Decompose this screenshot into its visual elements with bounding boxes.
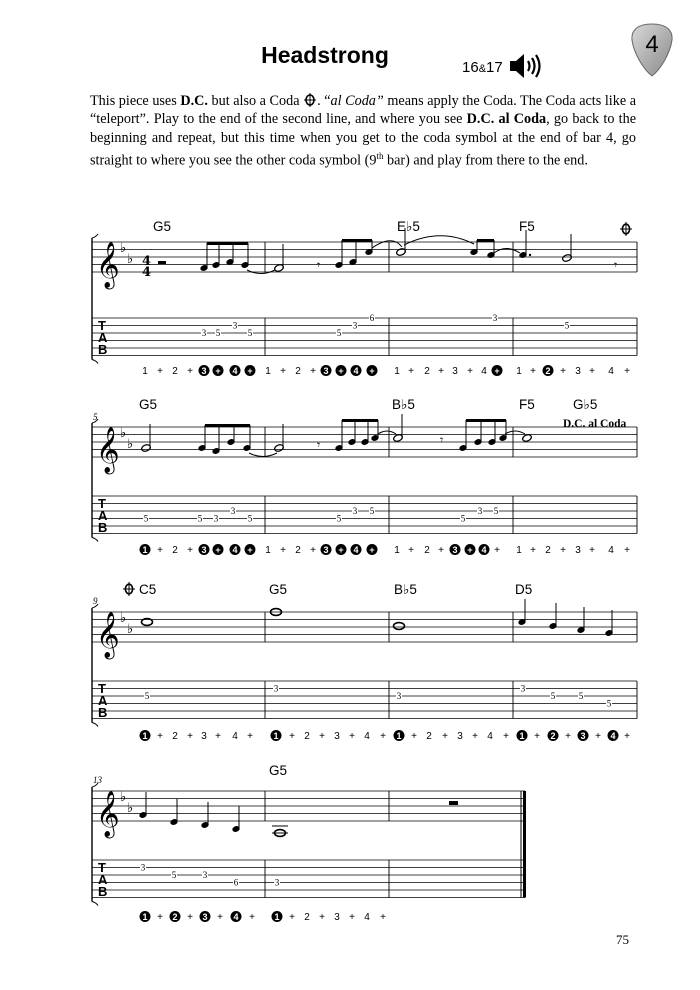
tab-number: 3 <box>492 313 498 323</box>
chord-label: F5 <box>519 219 535 234</box>
tab-number: 6 <box>233 877 239 888</box>
bar-number: 13 <box>93 775 102 785</box>
flat-icon: ♭ <box>120 241 127 256</box>
bar-number: 5 <box>93 412 98 422</box>
bar-number: 9 <box>93 596 98 606</box>
rest <box>158 261 166 264</box>
rest: 𝄾 <box>317 258 321 272</box>
track-b: 17 <box>486 59 503 76</box>
count-label: + <box>280 366 286 377</box>
treble-clef-icon: 𝄞 <box>96 612 120 658</box>
count-label: + <box>157 366 163 377</box>
count-label: + <box>624 366 630 377</box>
intro-dc-al-coda: D.C. al Coda <box>466 111 547 128</box>
flat-icon: ♭ <box>120 426 127 441</box>
chord-label: B♭5 <box>394 582 417 597</box>
count-label: 1 <box>142 731 148 741</box>
note-group <box>142 599 614 637</box>
count-label: + <box>187 912 193 923</box>
chord-label: B♭5 <box>392 397 415 412</box>
count-label: + <box>349 912 355 923</box>
count-label: 2 <box>172 731 178 742</box>
count-label: + <box>494 545 500 556</box>
count-label: 4 <box>608 545 614 556</box>
chord-label: D5 <box>515 582 533 597</box>
count-label: + <box>215 545 221 555</box>
count-label: 3 <box>575 545 581 556</box>
count-label: 1 <box>142 366 148 377</box>
tab-clef: T <box>98 681 106 696</box>
count-label: 1 <box>519 731 525 741</box>
count-label: + <box>624 545 630 556</box>
count-label: 1 <box>516 545 522 556</box>
count-label: + <box>408 545 414 556</box>
tab-number: 3 <box>396 691 402 701</box>
count-label: 1 <box>394 366 400 377</box>
track-a: 16 <box>462 59 479 76</box>
intro-text-3: . “ <box>317 93 331 109</box>
count-label: + <box>249 912 255 923</box>
count-label: + <box>157 731 163 742</box>
count-label: 2 <box>426 731 432 742</box>
dc-al-coda-direction: D.C. al Coda <box>563 418 627 430</box>
count-label: + <box>595 731 601 742</box>
chord-label: G5 <box>269 763 288 778</box>
pick-number: 4 <box>645 31 659 58</box>
count-label: 2 <box>304 912 310 923</box>
tab-number: 3 <box>352 506 358 516</box>
count-label: + <box>369 545 375 555</box>
tab-number: 5 <box>247 328 253 338</box>
count-label: + <box>438 366 444 377</box>
count-label: 3 <box>452 366 458 377</box>
page-number: 75 <box>616 932 629 947</box>
tab-clef: B <box>98 705 108 720</box>
treble-clef-icon: 𝄞 <box>96 242 120 288</box>
count-label: + <box>349 731 355 742</box>
count-label: + <box>565 731 571 742</box>
count-label: + <box>494 366 500 376</box>
count-label: 2 <box>304 731 310 742</box>
count-label: 2 <box>295 366 301 377</box>
tab-number: 3 <box>213 513 219 524</box>
count-label: 4 <box>364 912 370 923</box>
rest: 𝄾 <box>440 433 444 447</box>
count-label: 4 <box>487 731 493 742</box>
count-label: 1 <box>394 545 400 556</box>
flat-icon: ♭ <box>127 622 134 637</box>
flat-icon: ♭ <box>127 801 134 816</box>
intro-text-4: means apply the Coda. The Coda acts like a “teleport”. Play to the end of the second line, and where you see <box>90 93 637 128</box>
count-label: + <box>560 545 566 556</box>
count-label: + <box>247 545 253 555</box>
count-label: + <box>310 366 316 377</box>
tab-number: 3 <box>477 506 483 516</box>
tab-number: 3 <box>201 328 207 338</box>
tab-number: 5 <box>460 513 466 524</box>
count-label: + <box>624 731 630 742</box>
intro-al-coda: al Coda” <box>330 93 384 109</box>
count-label: + <box>530 366 536 377</box>
intro-text-6: bar) and play from there to the end. <box>383 152 588 169</box>
count-label: + <box>408 366 414 377</box>
count-label: + <box>289 731 295 742</box>
count-label: 3 <box>202 912 208 922</box>
coda-icon <box>123 582 135 596</box>
count-label: + <box>319 731 325 742</box>
treble-clef-icon: 𝄞 <box>96 791 120 837</box>
tab-number: 5 <box>606 698 612 709</box>
count-label: 4 <box>364 731 370 742</box>
count-label: 3 <box>457 731 463 742</box>
tab-clef: T <box>98 860 106 875</box>
rest: 𝄾 <box>317 438 321 452</box>
tab-number: 3 <box>230 506 236 516</box>
count-label: + <box>338 545 344 555</box>
tab-number: 5 <box>171 870 177 880</box>
count-label: 4 <box>232 545 238 555</box>
intro-text-1: This piece uses <box>90 93 181 109</box>
count-label: 4 <box>481 545 487 555</box>
tab-clef: B <box>98 342 108 357</box>
count-label: 3 <box>201 366 207 376</box>
tab-number: 6 <box>369 313 375 323</box>
count-label: + <box>217 912 223 923</box>
count-label: + <box>503 731 509 742</box>
count-label: 1 <box>142 545 148 555</box>
count-label: 4 <box>481 366 487 377</box>
count-label: 4 <box>233 912 239 922</box>
count-label: 3 <box>452 545 458 555</box>
count-label: + <box>369 366 375 376</box>
count-label: 3 <box>575 366 581 377</box>
count-label: 1 <box>265 366 271 377</box>
tab-clef: A <box>98 330 108 345</box>
tab-clef: T <box>98 496 106 511</box>
count-label: + <box>319 912 325 923</box>
chord-label: F5 <box>519 397 535 412</box>
count-label: 4 <box>232 366 238 376</box>
count-label: + <box>247 731 253 742</box>
count-label: + <box>280 545 286 556</box>
count-label: + <box>310 545 316 556</box>
tab-number: 5 <box>493 506 499 516</box>
count-label: + <box>187 366 193 377</box>
count-label: 1 <box>142 912 148 922</box>
final-barline <box>523 791 526 898</box>
tab-number: 5 <box>564 320 570 331</box>
count-label: + <box>215 731 221 742</box>
intro-dc: D.C. <box>180 93 208 109</box>
count-label: 3 <box>323 366 329 376</box>
intro-th: th <box>376 150 384 161</box>
flat-icon: ♭ <box>120 790 127 805</box>
tab-number: 5 <box>197 513 203 524</box>
count-label: 2 <box>172 545 178 556</box>
count-label: 4 <box>232 731 238 742</box>
flat-icon: ♭ <box>127 252 134 267</box>
treble-clef-icon: 𝄞 <box>96 427 120 473</box>
count-label: + <box>187 545 193 556</box>
count-label: + <box>589 366 595 377</box>
chord-label: G♭5 <box>573 397 598 412</box>
tab-number: 3 <box>520 683 526 694</box>
chord-label: G5 <box>139 397 158 412</box>
count-label: 2 <box>295 545 301 556</box>
chord-label: G5 <box>153 219 172 234</box>
count-label: + <box>187 731 193 742</box>
intro-text-5: , go back to the beginning and repeat, but this time when you get to the coda symbol at the end of bar 4, go straight to where you see the other coda symbol (9 <box>90 111 636 169</box>
tab-number: 3 <box>273 683 279 694</box>
count-label: + <box>467 366 473 377</box>
count-label: + <box>380 912 386 923</box>
page-title: Headstrong <box>261 42 389 68</box>
note-group <box>141 414 533 457</box>
count-label: 4 <box>608 366 614 377</box>
time-signature-top: 4 <box>142 254 152 269</box>
rest: 𝄾 <box>614 258 618 272</box>
count-label: 1 <box>516 366 522 377</box>
time-signature-bottom: 4 <box>142 265 152 280</box>
count-label: 4 <box>353 366 359 376</box>
count-label: 1 <box>273 731 279 741</box>
count-label: + <box>247 366 253 376</box>
tab-number: 5 <box>144 691 150 701</box>
track-amp: & <box>478 63 487 75</box>
chord-label: E♭5 <box>397 219 420 234</box>
count-label: 1 <box>274 912 280 922</box>
tab-number: 5 <box>336 328 342 338</box>
chord-label: G5 <box>269 582 288 597</box>
count-label: 4 <box>353 545 359 555</box>
count-label: 2 <box>545 545 551 556</box>
count-label: + <box>467 545 473 555</box>
intro-text-2: but also a Coda <box>207 93 304 109</box>
system-3 <box>93 582 614 637</box>
tab-number: 5 <box>336 513 342 524</box>
tab-number: 3 <box>352 320 358 331</box>
count-label: + <box>157 912 163 923</box>
count-label: 2 <box>550 731 556 741</box>
tab-clef: A <box>98 872 108 887</box>
tab-clef: B <box>98 884 108 899</box>
flat-icon: ♭ <box>120 611 127 626</box>
count-label: 3 <box>201 545 207 555</box>
count-label: + <box>534 731 540 742</box>
tab-number: 3 <box>232 320 238 331</box>
rest <box>449 801 458 805</box>
count-label: + <box>589 545 595 556</box>
flat-icon: ♭ <box>127 437 134 452</box>
count-label: 2 <box>172 912 178 922</box>
system-4 <box>93 763 458 836</box>
note-group <box>199 228 617 274</box>
count-label: 1 <box>265 545 271 556</box>
tab-clef: B <box>98 520 108 535</box>
count-label: 2 <box>172 366 178 377</box>
count-label: + <box>157 545 163 556</box>
tab-clef: A <box>98 508 108 523</box>
count-label: 4 <box>610 731 616 741</box>
count-label: 3 <box>323 545 329 555</box>
count-label: 1 <box>396 731 402 741</box>
count-label: 3 <box>334 912 340 923</box>
tab-number: 3 <box>140 862 146 873</box>
chord-label: C5 <box>139 582 157 597</box>
tab-clef: A <box>98 693 108 708</box>
tab-number: 5 <box>247 513 253 524</box>
count-label: 3 <box>334 731 340 742</box>
coda-icon <box>620 222 632 236</box>
tab-number: 3 <box>274 877 280 888</box>
count-label: 2 <box>545 366 551 376</box>
count-label: + <box>438 545 444 556</box>
count-label: + <box>442 731 448 742</box>
tab-number: 5 <box>215 328 221 338</box>
tab-number: 5 <box>369 506 375 516</box>
tab-number: 3 <box>202 870 208 880</box>
count-label: + <box>472 731 478 742</box>
count-label: + <box>411 731 417 742</box>
count-label: + <box>215 366 221 376</box>
tab-number: 5 <box>550 691 556 701</box>
tab-number: 5 <box>143 513 149 524</box>
count-label: + <box>380 731 386 742</box>
count-label: + <box>338 366 344 376</box>
count-label: 3 <box>201 731 207 742</box>
tab-clef: T <box>98 318 106 333</box>
count-label: 2 <box>424 366 430 377</box>
count-label: + <box>289 912 295 923</box>
count-label: 2 <box>424 545 430 556</box>
count-label: 3 <box>580 731 586 741</box>
count-label: + <box>530 545 536 556</box>
tab-number: 5 <box>578 691 584 701</box>
count-label: + <box>560 366 566 377</box>
